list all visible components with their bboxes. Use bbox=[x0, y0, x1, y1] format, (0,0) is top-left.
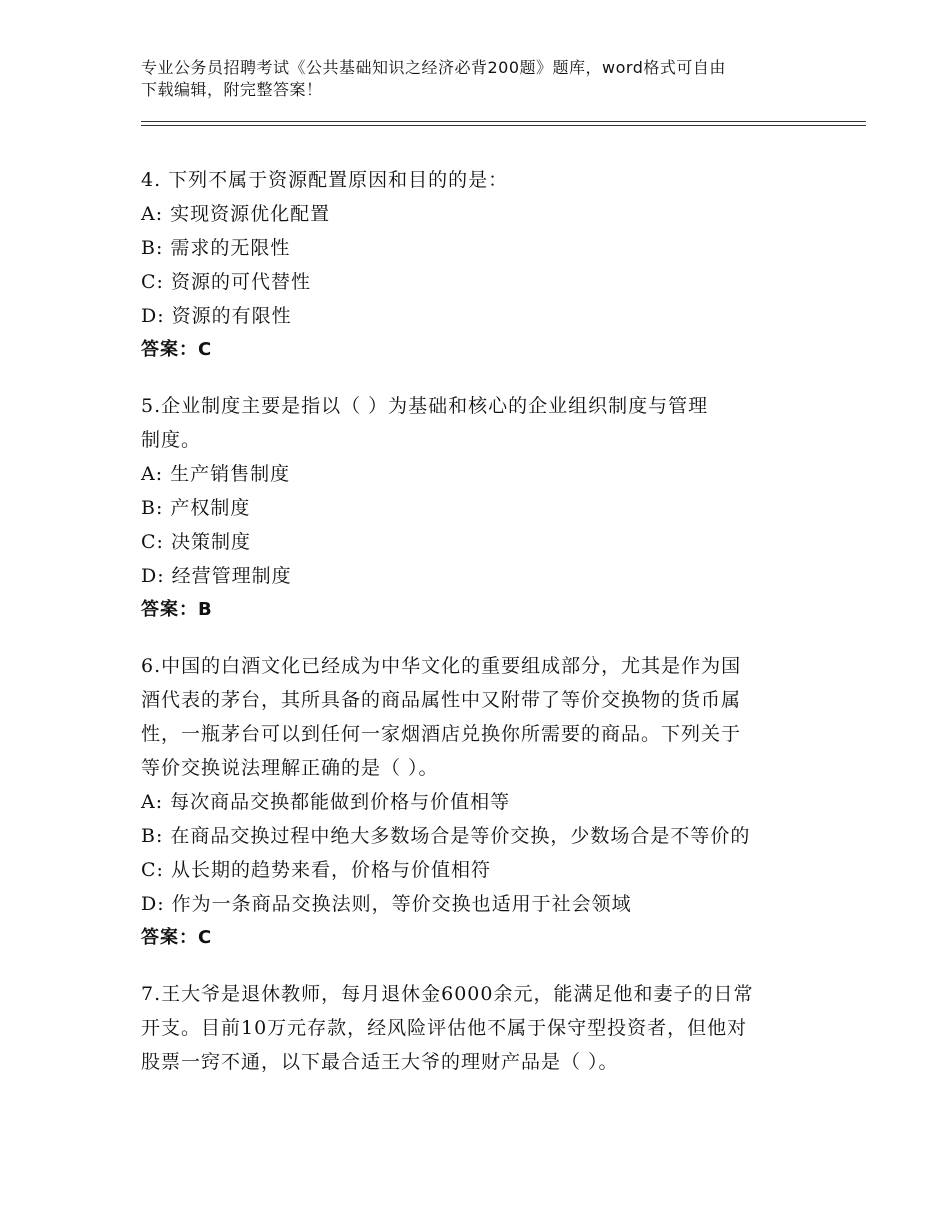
answer-key: 答案：C bbox=[141, 927, 213, 948]
answer-option: B: 在商品交换过程中绝大多数场合是等价交换，少数场合是不等价的 bbox=[141, 825, 751, 847]
question-stem-line: 6.中国的白酒文化已经成为中华文化的重要组成部分，尤其是作为国 bbox=[141, 655, 742, 677]
answer-option: C: 决策制度 bbox=[141, 531, 251, 553]
question-block bbox=[141, 649, 811, 955]
answer-option: C: 从长期的趋势来看，价格与价值相符 bbox=[141, 859, 491, 881]
answer-option: A: 每次商品交换都能做到价格与价值相等 bbox=[141, 791, 511, 813]
question-stem-line: 性，一瓶茅台可以到任何一家烟酒店兑换你所需要的商品。下列关于 bbox=[141, 723, 742, 745]
question-stem-line: 5.企业制度主要是指以（ ）为基础和核心的企业组织制度与管理 bbox=[141, 395, 709, 417]
question-list bbox=[141, 163, 811, 1101]
answer-option: D: 作为一条商品交换法则，等价交换也适用于社会领域 bbox=[141, 893, 632, 915]
question-stem-line: 7.王大爷是退休教师，每月退休金6000余元，能满足他和妻子的日常 bbox=[141, 983, 754, 1005]
header-divider-bottom bbox=[141, 125, 866, 126]
question-block bbox=[141, 977, 811, 1079]
question-block bbox=[141, 163, 811, 367]
document-header bbox=[141, 57, 811, 101]
question-stem-line: 开支。目前10万元存款，经风险评估他不属于保守型投资者，但他对 bbox=[141, 1017, 748, 1039]
answer-option: A: 生产销售制度 bbox=[141, 463, 291, 485]
answer-key: 答案：C bbox=[141, 339, 213, 360]
answer-option: D: 资源的有限性 bbox=[141, 305, 292, 327]
question-stem-line: 制度。 bbox=[141, 429, 202, 451]
question-stem-line: 酒代表的茅台，其所具备的商品属性中又附带了等价交换物的货币属 bbox=[141, 689, 742, 711]
question-stem-line: 等价交换说法理解正确的是（ ）。 bbox=[141, 757, 439, 779]
question-block bbox=[141, 389, 811, 627]
answer-option: C: 资源的可代替性 bbox=[141, 271, 311, 293]
answer-option: B: 产权制度 bbox=[141, 497, 251, 519]
question-stem-line: 4. 下列不属于资源配置原因和目的的是： bbox=[141, 169, 509, 191]
header-line-1: 专业公务员招聘考试《公共基础知识之经济必背200题》题库，word格式可自由 bbox=[141, 58, 726, 77]
answer-key: 答案：B bbox=[141, 599, 213, 620]
header-divider-top bbox=[141, 121, 866, 122]
answer-option: B: 需求的无限性 bbox=[141, 237, 291, 259]
question-stem-line: 股票一窍不通，以下最合适王大爷的理财产品是（ ）。 bbox=[141, 1051, 619, 1073]
answer-option: D: 经营管理制度 bbox=[141, 565, 292, 587]
answer-option: A: 实现资源优化配置 bbox=[141, 203, 331, 225]
header-line-2: 下载编辑，附完整答案！ bbox=[141, 80, 323, 99]
